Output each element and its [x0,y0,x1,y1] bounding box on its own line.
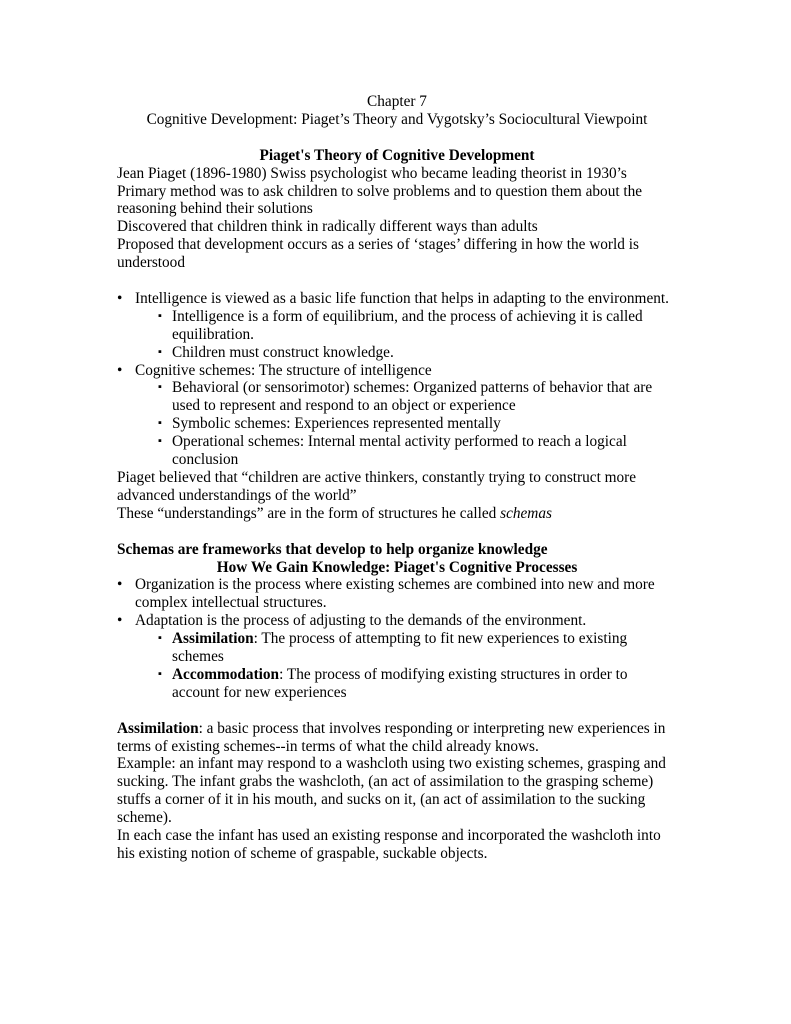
section-heading-schemas: Schemas are frameworks that develop to help organize knowledge [117,540,548,558]
sub-list-item [135,666,677,702]
sub-list-item [135,379,677,415]
spacer [117,523,677,541]
paragraph-line: Primary method was to ask children to solve problems and to question them about the reasoning behind their solutions [117,182,643,218]
list-item [117,576,677,612]
definition-text: : a basic process that involves responding or interpreting new experiences in terms of existing schemes--in terms of what the child already knows. [117,719,666,755]
bullet-icon: • [117,612,123,630]
sub-list-item [135,433,677,469]
list-item-text: Intelligence is viewed as a basic life function that helps in adapting to the environment. [135,289,669,307]
sub-list-item-text: Behavioral (or sensorimotor) schemes: Organized patterns of behavior that are used to represent and respond to an object or experience [172,379,653,415]
section-heading-piaget: Piaget's Theory of Cognitive Development [259,146,535,164]
paragraph-line: Discovered that children think in radically different ways than adults [117,218,538,236]
paragraph-assimilation [117,720,677,756]
sub-list [135,308,677,362]
square-bullet-icon: ▪ [158,632,162,645]
chapter-title: Cognitive Development: Piaget’s Theory and Vygotsky’s Sociocultural Viewpoint [146,110,648,128]
sub-list-item-text: Children must construct knowledge. [172,343,394,361]
sub-list [135,379,677,469]
emphasis-text: schemas [500,504,552,522]
square-bullet-icon: ▪ [158,417,162,430]
sub-list-item-text: Intelligence is a form of equilibrium, and the process of achieving it is called equilibration. [172,307,643,343]
sub-list-item-text: Operational schemes: Internal mental activity performed to reach a logical conclusion [172,433,627,469]
bullet-icon: • [117,289,123,307]
list-item-text: Adaptation is the process of adjusting to the demands of the environment. [135,612,587,630]
list-item [117,290,677,362]
definition-text: : The process of attempting to fit new experiences to existing schemes [172,630,628,666]
document-page [117,93,677,863]
paragraph-line: Proposed that development occurs as a series of ‘stages’ differing in how the world is understood [117,236,639,272]
list-item-text: Organization is the process where existing schemes are combined into new and more complex intellectual structures. [135,576,655,612]
bullet-icon: • [117,576,123,594]
paragraph-line: Piaget believed that “children are active thinkers, constantly trying to construct more advanced understandings of the world” [117,469,637,504]
square-bullet-icon: ▪ [158,667,162,680]
square-bullet-icon: ▪ [158,345,162,358]
sub-list-item-text: Symbolic schemes: Experiences represented mentally [172,415,501,433]
square-bullet-icon: ▪ [158,381,162,394]
list-item [117,612,677,702]
list-item [117,362,677,469]
term-assimilation: Assimilation [172,630,254,648]
square-bullet-icon: ▪ [158,309,162,322]
square-bullet-icon: ▪ [158,435,162,448]
definition-text: : The process of modifying existing structures in order to account for new experiences [172,665,628,701]
paragraph-conclusion: In each case the infant has used an existing response and incorporated the washcloth into his existing notion of scheme of graspable, suckable objects. [117,827,661,862]
section-subheading-processes: How We Gain Knowledge: Piaget's Cognitive Processes [216,558,578,576]
term-accommodation: Accommodation [172,665,280,683]
sub-list-item [135,630,677,666]
spacer [117,129,677,147]
bullet-list-processes [117,576,677,701]
spacer [117,702,677,720]
text-run: These “understandings” are in the form of structures he called [117,504,501,522]
paragraph-line [117,505,677,523]
chapter-label: Chapter 7 [367,93,427,110]
paragraph-example: Example: an infant may respond to a washcloth using two existing schemes, grasping and sucking. The infant grabs the washcloth, (an act of assimilation to the grasping scheme) stuffs a corner of it in his mouth, and sucks on it, (an act of assimilation to the sucking scheme). [117,755,666,827]
spacer [117,272,677,290]
sub-list-item [135,344,677,362]
sub-list-item [135,308,677,344]
paragraph-line: Jean Piaget (1896-1980) Swiss psychologist who became leading theorist in 1930’s [117,164,627,182]
bullet-list-intelligence [117,290,677,469]
sub-list-item [135,415,677,433]
sub-list [135,630,677,702]
term-assimilation: Assimilation [117,719,199,737]
list-item-text: Cognitive schemes: The structure of intelligence [135,361,432,379]
bullet-icon: • [117,361,123,379]
